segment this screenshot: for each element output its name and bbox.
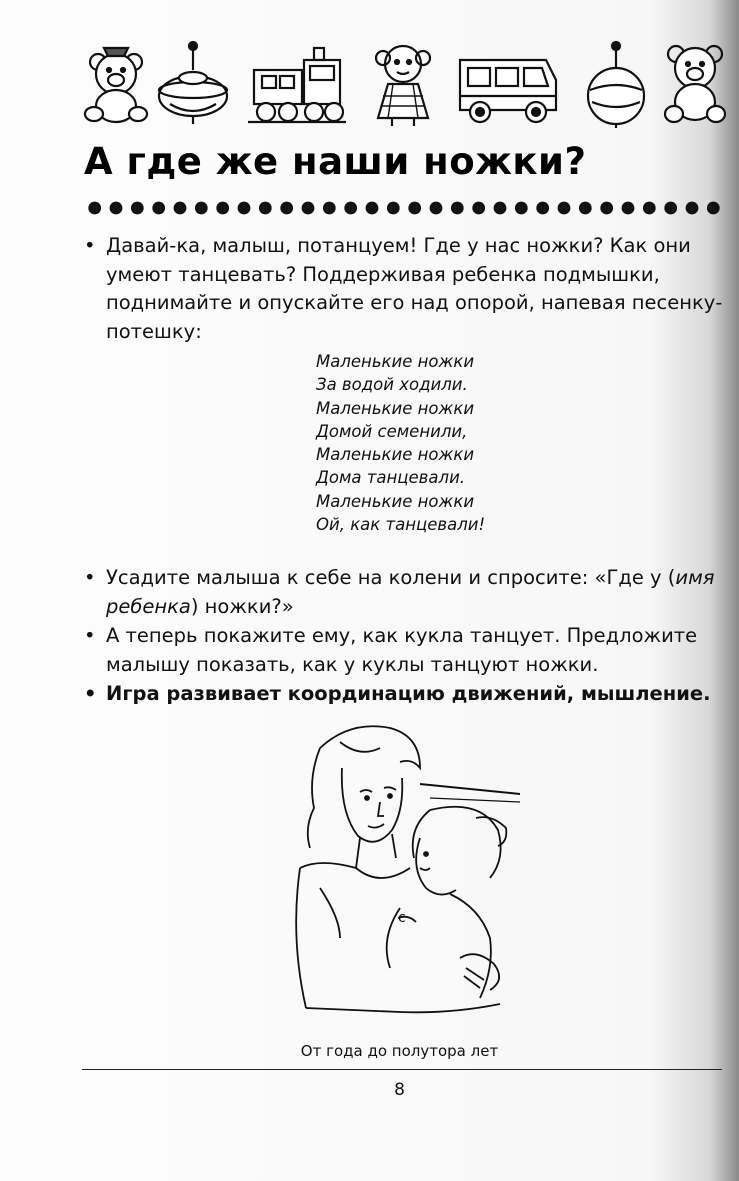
toy-train-icon (248, 48, 346, 122)
text-part: Усадите малыша к себе на колени и спросите: «Где у ( (106, 566, 676, 589)
svg-text:c: c (398, 910, 406, 926)
page-title: А где же наши ножки? (84, 140, 587, 183)
poem-line: Маленькие ножки (316, 491, 475, 511)
divider-dot (344, 202, 357, 215)
divider-dot (174, 202, 187, 215)
poem-line: Маленькие ножки (316, 445, 475, 465)
poem-line: Дома танцевали. (316, 468, 466, 488)
text-part: ) ножки?» (190, 594, 294, 618)
divider-dot (600, 202, 613, 215)
instruction-text (84, 564, 724, 621)
divider-dot (88, 202, 101, 215)
dotted-divider (84, 198, 724, 218)
divider-dot (515, 202, 528, 215)
instruction-item (84, 564, 724, 621)
divider-dot (195, 202, 208, 215)
divider-dot (131, 202, 144, 215)
instruction-item-summary (84, 680, 724, 709)
instruction-item (84, 622, 724, 679)
divider-dot (323, 202, 336, 215)
teddy-bear-icon (665, 46, 725, 122)
poem-verse (316, 350, 485, 536)
doll-icon (376, 46, 430, 126)
instruction-text: А теперь покажите ему, как кукла танцует. Предложите малышу показать, как у куклы танцуют ножки. (106, 624, 698, 676)
divider-dot (302, 202, 315, 215)
bullet-marker: • (84, 624, 96, 647)
divider-dot (430, 202, 443, 215)
teddy-bear-icon (85, 48, 147, 122)
divider-dot (451, 202, 464, 215)
poem-line: Маленькие ножки (316, 398, 475, 418)
divider-dot (259, 202, 272, 215)
divider-dot (472, 202, 485, 215)
bullet-marker: • (84, 682, 97, 705)
poem-line: Ой, как танцевали! (316, 515, 486, 535)
toy-header-strip (78, 40, 728, 128)
poem-line: Маленькие ножки (316, 352, 475, 371)
poem-line: Домой семенили, (316, 421, 468, 441)
bullet-marker: • (84, 234, 96, 257)
child-name-placeholder: имя ребенка (106, 566, 715, 618)
divider-dot (152, 202, 165, 215)
spinning-top-icon (159, 42, 227, 124)
instruction-item (84, 232, 724, 346)
divider-dot (366, 202, 379, 215)
divider-dot (408, 202, 421, 215)
divider-dot (643, 202, 656, 215)
divider-dot (387, 202, 400, 215)
divider-dot (707, 202, 720, 215)
divider-dot (664, 202, 677, 215)
divider-dot (280, 202, 293, 215)
spinning-top-icon (588, 42, 644, 128)
divider-dot (536, 202, 549, 215)
section-title: От года до полутора лет (300, 1042, 499, 1060)
poem-line: За водой ходили. (316, 375, 468, 395)
divider-dot (686, 202, 699, 215)
divider-dot (494, 202, 507, 215)
divider-dot (558, 202, 571, 215)
divider-dot (622, 202, 635, 215)
divider-dot (579, 202, 592, 215)
divider-dot (216, 202, 229, 215)
page-number: 8 (394, 1080, 405, 1100)
footer-divider (82, 1069, 722, 1070)
bullet-marker: • (84, 566, 96, 589)
divider-dot (110, 202, 123, 215)
toy-bus-icon (460, 60, 556, 122)
instruction-text: Давай-ка, малыш, потанцуем! Где у нас ножки? Как они умеют танцевать? Поддерживая ребенка подмышки, поднимайте и опускайте его над опорой, напевая песенку-потешку: (106, 234, 723, 343)
divider-dot (238, 202, 251, 215)
summary-text: Игра развивает координацию движений, мышление. (106, 682, 711, 705)
mother-and-child-illustration (280, 718, 530, 1030)
